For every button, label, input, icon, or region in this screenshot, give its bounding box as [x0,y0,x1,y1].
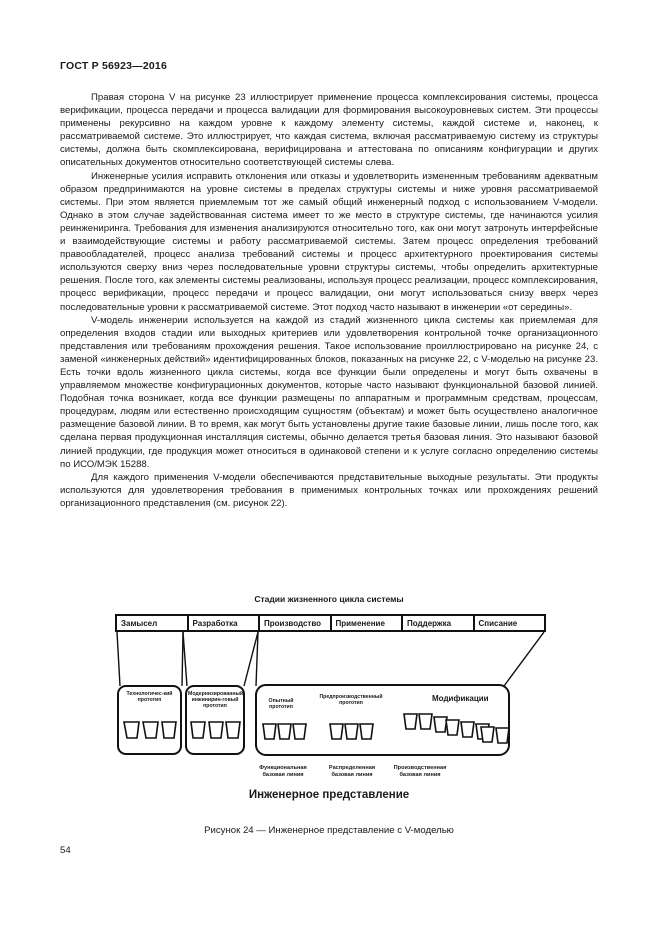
v-model-shape [404,714,417,729]
document-header: ГОСТ Р 56923—2016 [60,60,168,72]
connector-line [504,632,544,686]
stage-retirement: Списание [478,618,518,628]
v-model-shape [434,717,447,732]
stage-concept: Замысел [117,616,189,630]
engineering-view-label: Инженерное представление [248,789,410,801]
v-model-shape [481,727,494,742]
v-model-shape [419,714,432,729]
v-model-shape [345,724,358,739]
connector-line [183,632,187,686]
figure-24 [60,588,598,816]
v-model-shape [263,724,276,739]
v-model-shape [191,722,205,738]
v-model-shape [226,722,240,738]
v-model-shape [293,724,306,739]
v-model-shape [496,728,509,743]
v-model-shape [209,722,223,738]
v-model-shape [330,724,343,739]
stage-development: Разработка [189,616,261,630]
paragraph-1: Правая сторона V на рисунке 23 иллюстрирует применение процесса комплексирования системы, процесса верификации, процесса передачи и процесса валидации для формирования высокоуровневых систем. Эти процессы применены рекурсивно на каждом уровне к каждому элементу системы, каждой системе и, наконец, к рассматриваемой системе. Это иллюстрирует, что каждая система, включая рассматриваемую систему из структуры системы, должна быть скомплексирована, верифицирована и аттестована по описаниям конфигурации и других описательных документов относительно соответствующей системы слева. [60,92,598,169]
v-model-shape [446,720,459,735]
paragraph-4: Для каждого применения V-модели обеспечиваются представительные выходные результаты. Эти продукты используются для удовлетворения требования в применимых контрольных точках или прохождениях решений организационного представления (см. рисунок 22). [60,471,598,509]
pilot-prototype-label: Опытный прототип [268,698,294,710]
stage-support: Поддержка [403,616,475,630]
stage-utilization: Применение [332,616,404,630]
v-model-shape [162,722,176,738]
paragraph-2: Инженерные усилия исправить отклонения или отказы и удовлетворить измененным требованиям адекватным образом предпринимаются на уровне системы в пределах структуры системы и ниже уровня рассматриваемой системы. При этом является приемлемым тот же самый общий инженерный подход с использованием V-модели. Однако в этом случае задействованная система имеет то же место в структуре системы, где начинаются усилия реинжениринга. Требования для изменения анализируются относительно того, как они могут затронуть интерфейсные и взаимодействующие системы и работу рассматриваемой системы. Затем процесс определения требований правообладателей, процесс анализа требований системы и процесс архитектурного проектирования системы используются сверху вниз через последовательные уровни структуры системы, чтобы определить архитектурные решения. После того, как элементы системы реализованы, используя процесс реализации, процесс комплексирования, процесс верификации, процесс передачи и процесс валидации, они могут использоваться снизу вверх через последовательные уровни к рассматриваемой системе. Этот подход часто называют в инженерии «от середины». [60,170,598,313]
stage-production: Производство [260,616,332,630]
functional-baseline-label: Функциональная базовая линия [259,765,307,778]
engineering-prototype-label: Модернизированный инжинирин-говый прототип [188,691,244,709]
modifications-label: Модификации [432,694,489,703]
paragraph-3: V-модель инженерии используется на каждой из стадий жизненного цикла системы как приемлемая для определения входов стадии или выходных критериев или удовлетворения контрольной точке организационного представления или требованиям прохождения решения. Такое использование проиллюстрировано на рисунке 24, с заменой «инженерных действий» идентифицированных блоков, показанных на рисунке 22, с V-моделью на рисунке 23. Есть точки вдоль жизненного цикла системы, когда все функции были определены и могут быть охвачены в управляемом множестве конфигурационных документов, которые часто называют функциональной базовой линией. Подобная точка возникает, когда все функции размещены по аппаратным и программным средствам, процессам, процедурам, людям или естественно происходящим сущностям (объектам) и может быть осуществлено аналогичное размещение базовой линии. В то время, как могут быть установлены другие такие базовые линии, лишь после того, как сделана первая продукционная инсталляция системы, обычно делается третья базовая линия. Это называют базовой линией продукции, где продукция может относиться в одинаковой степени и к услуге согласно определению системы по ИСО/МЭК 15288. [60,314,598,470]
v-model-shape [124,722,139,738]
allocated-baseline-label: Распределенная базовая линия [328,765,376,778]
page-number: 54 [60,845,71,856]
v-model-shape [278,724,291,739]
v-model-shape [360,724,373,739]
technology-prototype-label: Технологичес-кий прототип [126,691,173,703]
body-text [60,91,598,510]
figure-caption: Рисунок 24 — Инженерное представление с V-моделью [204,825,454,836]
connector-line [117,632,120,686]
figure-title: Стадии жизненного цикла системы [254,594,404,604]
preproduction-prototype-label: Предпроизводственный прототип [319,694,383,706]
production-baseline-label: Производственная базовая линия [393,765,447,778]
v-model-shape [143,722,158,738]
connector-line [182,632,183,686]
v-model-shape [461,722,474,737]
